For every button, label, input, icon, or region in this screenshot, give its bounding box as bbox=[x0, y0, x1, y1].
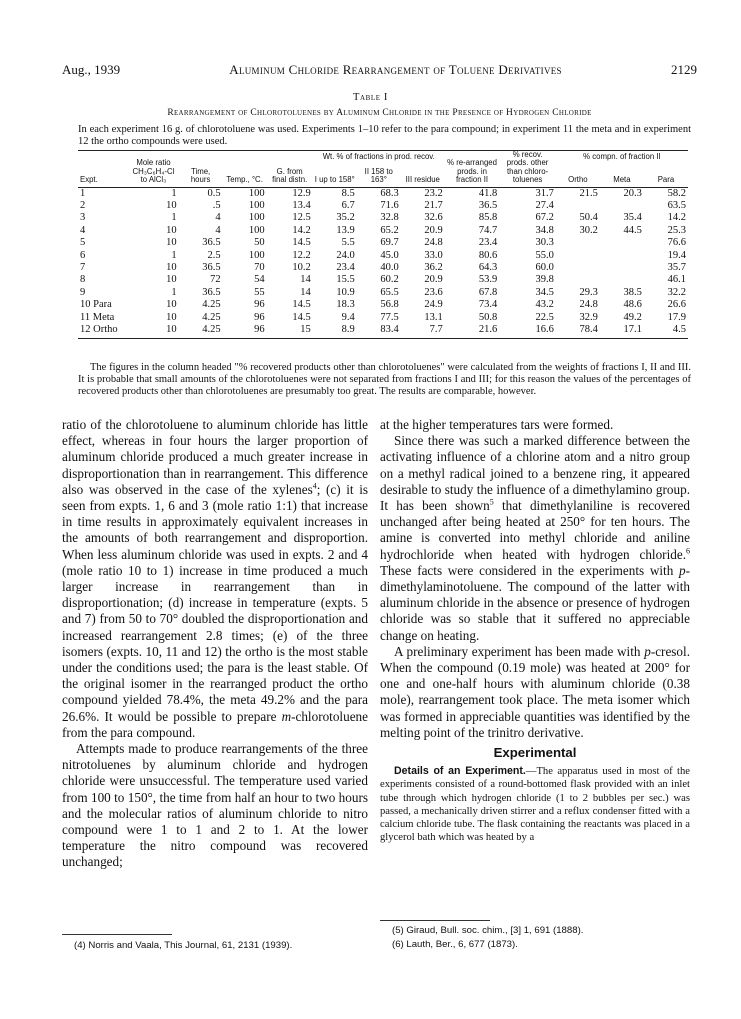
cell-mole-ratio: 10 bbox=[166, 224, 177, 236]
table-row bbox=[78, 287, 688, 299]
cell-fraction-2: 68.3 bbox=[380, 187, 399, 199]
cell-ortho: 50.4 bbox=[579, 212, 598, 224]
cell-expt: 3 bbox=[80, 212, 86, 224]
table-body bbox=[78, 187, 688, 338]
cell-temp: 100 bbox=[248, 249, 265, 261]
col-meta: Meta bbox=[600, 164, 644, 187]
cell-pct-recov: 67.2 bbox=[535, 212, 554, 224]
cell-temp: 100 bbox=[248, 224, 265, 236]
cell-temp: 100 bbox=[248, 187, 265, 199]
cell-meta: 38.5 bbox=[623, 286, 642, 298]
right-column bbox=[380, 417, 690, 844]
table-label: Table I bbox=[352, 92, 388, 103]
running-head bbox=[62, 62, 697, 78]
ref-4: 4 bbox=[312, 481, 317, 491]
cell-ortho: 78.4 bbox=[556, 324, 600, 338]
footnote-6: (6) Lauth, Ber., 6, 677 (1873). bbox=[392, 939, 518, 950]
col-pct-rearranged: % re-arranged prods. in fraction II bbox=[445, 151, 500, 188]
cell-pct-rearranged: 73.4 bbox=[478, 299, 498, 311]
cell-mole-ratio: 10 bbox=[166, 200, 177, 212]
cell-meta bbox=[600, 237, 644, 249]
cell-para: 76.6 bbox=[667, 237, 686, 249]
cell-fraction-3: 24.9 bbox=[424, 299, 443, 311]
cell-fraction-3: 7.7 bbox=[401, 324, 445, 338]
cell-pct-recov: 31.7 bbox=[535, 187, 554, 199]
cell-pct-recov: 60.0 bbox=[535, 262, 554, 274]
table-row bbox=[78, 274, 688, 286]
cell-meta: 49.2 bbox=[623, 311, 642, 323]
col-temp: Temp., °C. bbox=[223, 151, 267, 188]
col-para: Para bbox=[644, 164, 688, 187]
cell-expt: 8 bbox=[80, 274, 86, 286]
cell-fraction-1: 13.9 bbox=[336, 224, 355, 236]
col-fraction-2: II 158 to 163° bbox=[357, 164, 401, 187]
cell-fraction-1: 10.9 bbox=[336, 286, 355, 298]
section-heading-experimental: Experimental bbox=[493, 745, 577, 761]
cell-ortho bbox=[556, 237, 600, 249]
cell-fraction-3: 33.0 bbox=[424, 249, 443, 261]
table-row bbox=[78, 200, 688, 212]
cell-meta: 20.3 bbox=[623, 187, 642, 199]
cell-fraction-1: 8.9 bbox=[313, 324, 357, 338]
cell-fraction-2: 77.5 bbox=[380, 311, 399, 323]
cell-para: 4.5 bbox=[644, 324, 688, 338]
cell-ortho: 30.2 bbox=[579, 224, 598, 236]
cell-expt: 7 bbox=[80, 262, 86, 274]
cell-expt: 5 bbox=[80, 237, 86, 249]
cell-pct-rearranged: 21.6 bbox=[445, 324, 500, 338]
cell-fraction-3: 20.9 bbox=[424, 274, 443, 286]
cell-para: 63.5 bbox=[667, 200, 686, 212]
cell-para: 35.7 bbox=[667, 262, 686, 274]
cell-fraction-1: 8.5 bbox=[341, 187, 355, 199]
cell-g-final: 15 bbox=[267, 324, 313, 338]
cell-fraction-1: 5.5 bbox=[341, 237, 355, 249]
cell-para: 14.2 bbox=[667, 212, 686, 224]
cell-temp: 96 bbox=[254, 299, 265, 311]
cell-time: 4.25 bbox=[202, 311, 221, 323]
cell-expt: 11 Meta bbox=[80, 311, 115, 323]
cell-fraction-2: 69.7 bbox=[380, 237, 399, 249]
left-footnote-rule bbox=[62, 934, 172, 935]
cell-para: 25.3 bbox=[667, 224, 686, 236]
col-pct-recov: % recov. prods. other than chloro-toluenes bbox=[499, 151, 556, 188]
cell-fraction-2: 56.8 bbox=[380, 299, 399, 311]
cell-ortho bbox=[556, 250, 600, 262]
cell-fraction-2: 32.8 bbox=[380, 212, 399, 224]
cell-expt: 2 bbox=[80, 200, 86, 212]
cell-meta: 35.4 bbox=[623, 212, 642, 224]
cell-fraction-3: 13.1 bbox=[424, 311, 443, 323]
cell-fraction-3: 32.6 bbox=[424, 212, 443, 224]
cell-pct-recov: 16.6 bbox=[499, 324, 556, 338]
cell-ortho: 24.8 bbox=[579, 299, 598, 311]
table-row bbox=[78, 212, 688, 224]
col-ortho: Ortho bbox=[556, 164, 600, 187]
cell-meta bbox=[600, 250, 644, 262]
cell-mole-ratio: 10 bbox=[166, 274, 177, 286]
table-row bbox=[78, 187, 688, 200]
cell-g-final: 12.9 bbox=[292, 187, 311, 199]
col-g-final: G. from final distn. bbox=[267, 151, 313, 188]
cell-g-final: 12.5 bbox=[292, 212, 311, 224]
cell-pct-rearranged: 53.9 bbox=[478, 274, 498, 286]
cell-pct-recov: 43.2 bbox=[535, 299, 554, 311]
cell-fraction-2: 83.4 bbox=[357, 324, 401, 338]
cell-pct-recov: 39.8 bbox=[535, 274, 554, 286]
cell-pct-rearranged: 85.8 bbox=[478, 212, 498, 224]
cell-temp: 70 bbox=[254, 262, 265, 274]
cell-fraction-1: 9.4 bbox=[341, 311, 355, 323]
experimental-paragraph: Details of an Experiment.—The apparatus used in most of the experiments consisted of a round-bottomed flask provided with an inlet tube through which hydrogen chloride (1 to 2 bubbles per sec.) was passed, a mechanically driven stirrer and a reflux condenser fitted with a calcium chloride tube. The flask containing the reactants was placed in a glycerol bath which was heated by a bbox=[380, 765, 690, 844]
cell-time: 0.5 bbox=[207, 187, 221, 199]
cell-fraction-1: 18.3 bbox=[336, 299, 355, 311]
cell-time: 4 bbox=[215, 224, 221, 236]
table-row bbox=[78, 299, 688, 311]
cell-time: 36.5 bbox=[202, 237, 221, 249]
table-footnote: The figures in the column headed "% recovered products other than chlorotoluenes" were calculated from the weights of fractions I, II and III. It is probable that small amounts of the chlorotoluenes were not separated from fractions I and III; for this reason the values of the percentages of recovered products other than chlorotoluenes are presumably too great. The results are comparable, however. bbox=[78, 362, 691, 397]
cell-g-final: 14 bbox=[300, 274, 311, 286]
cell-pct-recov: 34.8 bbox=[535, 224, 554, 236]
footnote-5: (5) Giraud, Bull. soc. chim., [3] 1, 691 (1888). bbox=[392, 925, 584, 936]
cell-ortho: 32.9 bbox=[579, 311, 598, 323]
cell-pct-rearranged: 41.8 bbox=[478, 187, 498, 199]
cell-fraction-1: 6.7 bbox=[341, 200, 355, 212]
left-column bbox=[62, 417, 368, 871]
right-paragraph-2: Since there was such a marked difference between the activating influence of a chlorine atom and a nitro group on a methyl radical joined to a benzene ring, it appeared desirable to study the influence of a dimethylamino group. It has been shown$^5$ that dimethylaniline is recovered unchanged after being heated at 250° for ten hours. The amine is converted into methyl chloride and aniline hydrochloride when heated with hydrogen chloride.$^6$ These facts were considered in the experiments with p-dimethylaminotoluene. The compound of the latter with aluminum chloride in the absence or presence of hydrogen chloride was so stable that it suffered no appreciable change on heating. bbox=[380, 433, 690, 643]
ref-5: 5 bbox=[489, 497, 494, 507]
cell-g-final: 13.4 bbox=[292, 200, 311, 212]
cell-fraction-2: 71.6 bbox=[380, 200, 399, 212]
cell-g-final: 14.5 bbox=[292, 311, 311, 323]
col-fraction-3: III residue bbox=[401, 164, 445, 187]
cell-fraction-3: 23.6 bbox=[424, 286, 443, 298]
cell-fraction-1: 23.4 bbox=[336, 262, 355, 274]
cell-temp: 55 bbox=[254, 286, 265, 298]
cell-pct-rearranged: 74.7 bbox=[478, 224, 498, 236]
col-expt: Expt. bbox=[78, 151, 128, 188]
cell-fraction-2: 65.2 bbox=[380, 224, 399, 236]
cell-time: 4.25 bbox=[179, 324, 223, 338]
right-paragraph-3: A preliminary experiment has been made with p-cresol. When the compound (0.19 mole) was heated at 200° for one and one-half hours with aluminum chloride (0.38 mole), rearrangement took place. The meta isomer which was formed in appreciable quantities was identified by the melting point of the trinitro derivative. bbox=[380, 643, 690, 740]
cell-g-final: 14.5 bbox=[292, 299, 311, 311]
cell-expt: 1 bbox=[80, 187, 86, 199]
cell-meta: 48.6 bbox=[623, 299, 642, 311]
cell-meta bbox=[600, 274, 644, 286]
cell-mole-ratio: 1 bbox=[171, 212, 177, 224]
cell-meta: 17.1 bbox=[600, 324, 644, 338]
cell-meta: 44.5 bbox=[623, 224, 642, 236]
cell-pct-recov: 22.5 bbox=[535, 311, 554, 323]
cell-time: 72 bbox=[210, 274, 221, 286]
cell-para: 26.6 bbox=[667, 299, 686, 311]
col-mole-ratio: Mole ratio CH₃C₆H₄-Cl to AlCl₃ bbox=[128, 151, 178, 188]
right-paragraph-1: at the higher temperatures tars were formed. bbox=[380, 417, 614, 432]
cell-pct-rearranged: 64.3 bbox=[478, 262, 498, 274]
running-title: Aluminum Chloride Rearrangement of Toluene Derivatives bbox=[229, 62, 562, 77]
cell-fraction-1: 24.0 bbox=[336, 249, 355, 261]
cell-meta bbox=[600, 200, 644, 212]
page-number: 2129 bbox=[670, 62, 697, 77]
cell-para: 19.4 bbox=[667, 249, 686, 261]
results-table bbox=[78, 150, 688, 339]
cell-time: 4.25 bbox=[202, 299, 221, 311]
cell-pct-rearranged: 36.5 bbox=[478, 200, 498, 212]
cell-g-final: 14.2 bbox=[292, 224, 311, 236]
cell-para: 58.2 bbox=[667, 187, 686, 199]
cell-pct-recov: 55.0 bbox=[535, 249, 554, 261]
cell-temp: 100 bbox=[248, 200, 265, 212]
footnote-4: (4) Norris and Vaala, This Journal, 61, 2131 (1939). bbox=[74, 940, 293, 951]
table-note: In each experiment 16 g. of chlorotoluene was used. Experiments 1–10 refer to the para compound; in experiment 11 the meta and in experiment 12 the ortho compounds were used. bbox=[78, 124, 691, 147]
cell-mole-ratio: 10 bbox=[166, 311, 177, 323]
issue-date: Aug., 1939 bbox=[62, 62, 121, 77]
cell-mole-ratio: 1 bbox=[171, 187, 177, 199]
cell-mole-ratio: 10 bbox=[166, 299, 177, 311]
cell-para: 17.9 bbox=[667, 311, 686, 323]
cell-temp: 100 bbox=[248, 212, 265, 224]
cell-pct-recov: 27.4 bbox=[535, 200, 554, 212]
cell-fraction-1: 15.5 bbox=[336, 274, 355, 286]
cell-pct-rearranged: 80.6 bbox=[478, 249, 498, 261]
col-group-wt-pct: Wt. % of fractions in prod. recov. bbox=[313, 151, 445, 164]
cell-para: 32.2 bbox=[667, 286, 686, 298]
cell-time: 36.5 bbox=[202, 286, 221, 298]
cell-mole-ratio: 10 bbox=[166, 262, 177, 274]
cell-expt: 9 bbox=[80, 286, 86, 298]
left-paragraph-2: Attempts made to produce rearrangements of the three nitrotoluenes by aluminum chloride and hydrogen chloride were unsuccessful. The temperature used varied from 100 to 150°, the time from half an hour to two hours and the molecular ratios of aluminum chloride to nitro compound were 1 to 1 and 2 to 1. At the lower temperature the nitro compound was recovered unchanged; bbox=[62, 741, 368, 870]
col-fraction-1: I up to 158° bbox=[313, 164, 357, 187]
cell-expt: 12 Ortho bbox=[78, 324, 128, 338]
cell-g-final: 12.2 bbox=[292, 249, 311, 261]
cell-time: 36.5 bbox=[202, 262, 221, 274]
cell-fraction-3: 36.2 bbox=[424, 262, 443, 274]
cell-expt: 4 bbox=[80, 224, 86, 236]
cell-fraction-2: 65.5 bbox=[380, 286, 399, 298]
cell-temp: 96 bbox=[254, 311, 265, 323]
cell-mole-ratio: 1 bbox=[171, 249, 177, 261]
cell-ortho: 21.5 bbox=[579, 187, 598, 199]
cell-ortho: 29.3 bbox=[579, 286, 598, 298]
cell-fraction-3: 21.7 bbox=[424, 200, 443, 212]
cell-pct-recov: 34.5 bbox=[535, 286, 554, 298]
col-time: Time, hours bbox=[179, 151, 223, 188]
col-group-compn: % compn. of fraction II bbox=[556, 151, 688, 164]
cell-ortho bbox=[556, 262, 600, 274]
cell-expt: 6 bbox=[80, 249, 86, 261]
cell-para: 46.1 bbox=[667, 274, 686, 286]
table-row bbox=[78, 237, 688, 249]
cell-time: 4 bbox=[215, 212, 221, 224]
cell-fraction-2: 45.0 bbox=[380, 249, 399, 261]
table-row bbox=[78, 324, 688, 338]
cell-pct-rearranged: 23.4 bbox=[478, 237, 498, 249]
cell-temp: 96 bbox=[223, 324, 267, 338]
cell-ortho bbox=[556, 274, 600, 286]
cell-mole-ratio: 10 bbox=[128, 324, 178, 338]
cell-g-final: 14 bbox=[300, 286, 311, 298]
left-paragraph-1: ratio of the chlorotoluene to aluminum chloride has little effect, whereas in four hours the larger proportion of aluminum chloride produced a much greater increase in disproportionation than in rearrangement. This difference also was observed in the case of the xylenes$^4$; (c) it is seen from expts. 1, 6 and 3 (mole ratio 1:1) that increase in time results in approximately equivalent increases in the amounts of both rearrangement and disproportion. When less aluminum chloride was used in expts. 2 and 4 (mole ratio 10 to 1) increase in time produced a much larger increase in rearrangement than in disproportionation; (d) increase in temperature (expts. 5 and 7) from 50 to 70° doubled the disproportionation and increased rearrangement 2.8 times; (e) of the three isomers (expts. 10, 11 and 12) the ortho is the most stable under the conditions used; the para is the least stable. Of the original isomer in the rearranged product the ortho compound yielded 78.4%, the meta 49.2% and the para 26.6%. It would be possible to prepare m-chlorotoluene from the para compound. bbox=[62, 417, 368, 740]
cell-g-final: 10.2 bbox=[292, 262, 311, 274]
cell-expt: 10 Para bbox=[80, 299, 112, 311]
cell-fraction-1: 35.2 bbox=[336, 212, 355, 224]
cell-time: .5 bbox=[212, 200, 221, 212]
ref-6: 6 bbox=[686, 546, 690, 556]
cell-pct-recov: 30.3 bbox=[535, 237, 554, 249]
cell-time: 2.5 bbox=[207, 249, 221, 261]
table-caption: Rearrangement of Chlorotoluenes by Aluminum Chloride in the Presence of Hydrogen Chloride bbox=[167, 108, 592, 118]
cell-mole-ratio: 10 bbox=[166, 237, 177, 249]
table-row bbox=[78, 250, 688, 262]
table-row bbox=[78, 262, 688, 274]
table-row bbox=[78, 312, 688, 324]
cell-temp: 50 bbox=[254, 237, 265, 249]
cell-temp: 54 bbox=[254, 274, 265, 286]
cell-pct-rearranged: 50.8 bbox=[478, 311, 498, 323]
cell-ortho bbox=[556, 200, 600, 212]
cell-meta bbox=[600, 262, 644, 274]
cell-fraction-2: 40.0 bbox=[380, 262, 399, 274]
table-row bbox=[78, 225, 688, 237]
cell-fraction-3: 20.9 bbox=[424, 224, 443, 236]
cell-mole-ratio: 1 bbox=[171, 286, 177, 298]
cell-pct-rearranged: 67.8 bbox=[478, 286, 498, 298]
cell-fraction-3: 24.8 bbox=[424, 237, 443, 249]
right-footnote-rule bbox=[380, 920, 490, 921]
cell-fraction-2: 60.2 bbox=[380, 274, 399, 286]
cell-g-final: 14.5 bbox=[292, 237, 311, 249]
cell-fraction-3: 23.2 bbox=[424, 187, 443, 199]
